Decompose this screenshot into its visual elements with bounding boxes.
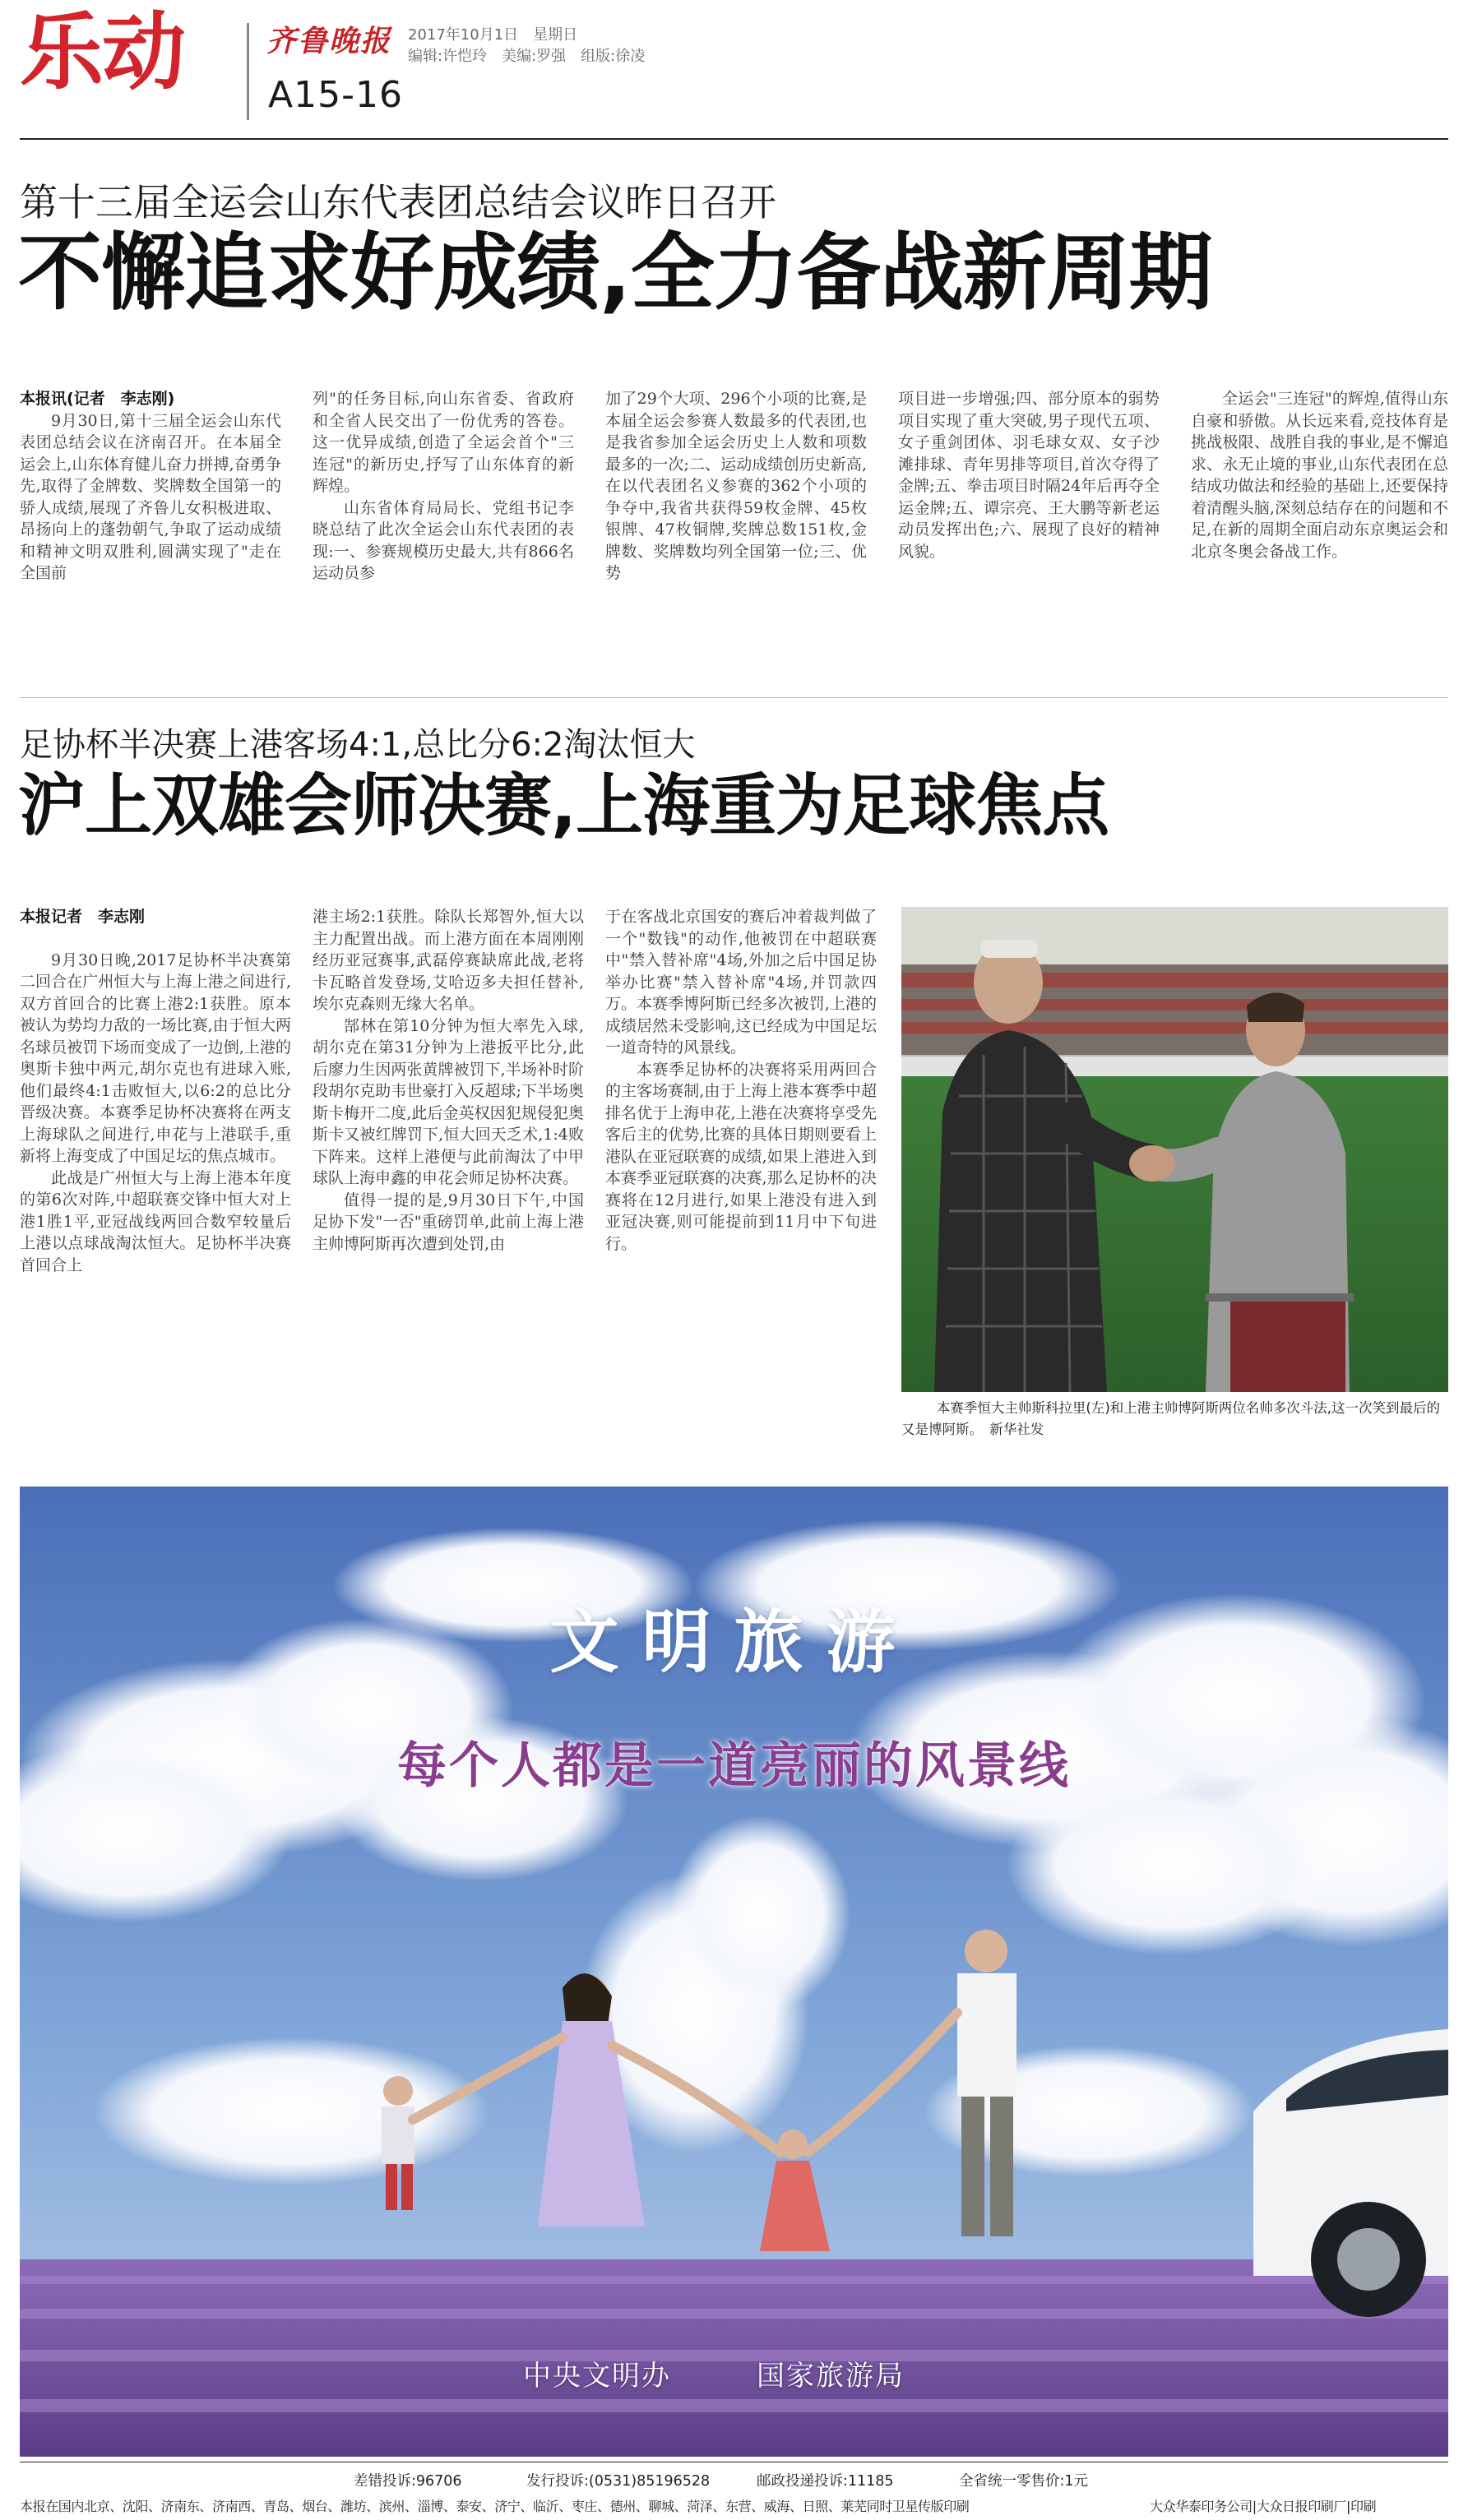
article1-column-2 [313, 388, 574, 645]
footer-printing-sites: 本报在国内北京、沈阳、济南东、济南西、青岛、烟台、潍坊、滨州、淄博、泰安、济宁、临沂、枣庄、德州、聊城、菏泽、东营、威海、日照、莱芜同时卫星传版印刷 [20, 2499, 970, 2514]
ad-sponsor-2: 国家旅游局 [757, 2360, 905, 2393]
coaches-handshake-photo [901, 907, 1448, 1392]
footer-hotline-post: 邮政投递投诉:11185 [757, 2473, 894, 2490]
masthead-rule [20, 138, 1448, 140]
article2-paragraph: 值得一提的是,9月30日下午,中国足协下发"一否"重磅罚单,此前上海上港主帅博阿斯再次遭到处罚,由 [313, 1191, 584, 1253]
article2-column-3 [605, 906, 877, 1442]
article1-kicker: 第十三届全运会山东代表团总结会议昨日召开 [20, 180, 776, 224]
issue-date: 2017年10月1日 星期日 [408, 26, 578, 44]
article1-paragraph: 全运会"三连冠"的辉煌,值得山东自豪和骄傲。从长远来看,竞技体育是挑战极限、战胜自我的事业,是不懈追求、永无止境的事业,山东代表团在总结成功做法和经验的基础上,还要保持着清醒头脑,深刻总结存在的问题和不足,在新的周期全面启动东京奥运会和北京冬奥会备战工作。 [1191, 390, 1448, 561]
newspaper-logo: 齐鲁晚报 [266, 24, 392, 58]
ad-sponsor-1: 中央文明办 [523, 2360, 671, 2393]
article2-paragraph: 于在客战北京国安的赛后冲着裁判做了一个"数钱"的动作,他被罚在中超联赛中"禁入替补席"4场,外加之后中国足协举办比赛"禁入替补席"4场,并罚款四万。本赛季博阿斯已经多次被罚,上港的成绩居然未受影响,这已经成为中国足坛一道奇特的风景线。 [605, 908, 877, 1057]
article2-paragraph: 本赛季足协杯的决赛将采用两回合的主客场赛制,由于上海上港本赛季中超排名优于上海申花,上港在决赛将享受先客后主的优势,比赛的具体日期则要看上港队在亚冠联赛的成绩,如果上港进入到本赛季亚冠联赛的决赛,那么足协杯的决赛将在12月进行,如果上港没有进入到亚冠决赛,则可能提前到11月中下旬进行。 [605, 1060, 877, 1253]
article1-column-3 [605, 388, 867, 645]
footer-printer: 大众华泰印务公司|大众日报印刷厂|印刷 [1150, 2499, 1377, 2514]
article1-paragraph: 9月30日,第十三届全运会山东代表团总结会议在济南召开。在本届全运会上,山东体育健儿奋力拼搏,奋勇争先,取得了金牌数、奖牌数全国第一的骄人成绩,展现了齐鲁儿女积极进取、昂扬向上的蓬勃朝气,争取了运动成绩和精神文明双胜利,圆满实现了"走在全国前 [20, 411, 281, 582]
article1-headline: 不懈追求好成绩,全力备战新周期 [18, 224, 1212, 322]
article1-paragraph: 列"的任务目标,向山东省委、省政府和全省人民交出了一份优秀的答卷。这一优异成绩,创造了全运会首个"三连冠"的新历史,抒写了山东体育的新辉煌。 [313, 390, 574, 495]
article1-paragraph: 加了29个大项、296个小项的比赛,是本届全运会参赛人数最多的代表团,也是我省参加全运会历史上人数和项数最多的一次;二、运动成绩创历史新高,在以代表团名义参赛的362个小项的争夺中,我省共获得59枚金牌、45枚银牌、47枚铜牌,奖牌总数151枚,金牌数、奖牌数均列全国第一位;三、优势 [605, 390, 867, 582]
section-title: 乐动 [20, 4, 184, 102]
article1-byline: 本报讯(记者 李志刚) [20, 390, 175, 408]
masthead-divider [247, 23, 249, 120]
ad-slogan: 每个人都是一道亮丽的风景线 [397, 1737, 1071, 1795]
ad-title: 文明旅游 [549, 1601, 919, 1682]
editor-credits: 编辑:许恺玲 美编:罗强 组版:徐凌 [408, 48, 646, 65]
article2-column-1 [20, 906, 291, 1442]
article1-column-1 [20, 388, 281, 645]
section-divider [20, 697, 1448, 698]
article2-paragraph: 港主场2:1获胜。除队长郑智外,恒大以主力配置出战。而上港方面在本周刚刚经历亚冠赛事,武磊停赛缺席此战,老将卡瓦略首发登场,艾哈迈多夫担任替补,埃尔克森则无缘大名单。 [313, 908, 584, 1013]
article2-column-2 [313, 906, 584, 1442]
photo-caption: 本赛季恒大主帅斯科拉里(左)和上港主帅博阿斯两位名帅多次斗法,这一次笑到最后的又是博阿斯。 新华社发 [901, 1400, 1441, 1437]
footer-hotline-delivery: 发行投诉:(0531)85196528 [526, 2473, 711, 2490]
article2-paragraph: 此战是广州恒大与上海上港本年度的第6次对阵,中超联赛交锋中恒大对上港1胜1平,亚冠战线两回合数窄较量后上港以点球战淘汰恒大。足协杯半决赛首回合上 [20, 1168, 291, 1274]
article2-kicker: 足协杯半决赛上港客场4:1,总比分6:2淘汰恒大 [20, 726, 696, 764]
article2-paragraph: 郜林在第10分钟为恒大率先入球,胡尔克在第31分钟为上港扳平比分,此后廖力生因两张黄牌被罚下,半场补时阶段胡尔克助韦世豪打入反超球;下半场奥斯卡梅开二度,此后金英权因犯规侵犯奥斯卡又被红牌罚下,恒大回天乏术,1:4败下阵来。这样上港便与此前淘汰了中甲球队上海申鑫的申花会师足协杯决赛。 [313, 1016, 584, 1187]
article2-paragraph: 9月30日晚,2017足协杯半决赛第二回合在广州恒大与上海上港之间进行,双方首回合的比赛上港2:1获胜。原本被认为势均力敌的一场比赛,由于恒大两名球员被罚下场而变成了一边倒,上港的奥斯卡独中两元,胡尔克也有进球入账,他们最终4:1击败恒大,以6:2的总比分晋级决赛。本赛季足协杯决赛将在两支上海球队之间进行,申花与上港联手,重新将上海变成了中国足坛的焦点城市。 [20, 950, 291, 1165]
article1-paragraph: 项目进一步增强;四、部分原本的弱势项目实现了重大突破,男子现代五项、女子重剑团体、羽毛球女双、女子沙滩排球、青年男排等项目,首次夺得了金牌;五、拳击项目时隔24年后再夺全运金牌;五、谭宗亮、王大鹏等新老运动员发挥出色;六、展现了良好的精神风貌。 [898, 390, 1160, 561]
page-number: A15-16 [268, 74, 403, 116]
article2-headline: 沪上双雄会师决赛,上海重为足球焦点 [18, 767, 1109, 845]
news-photo [901, 907, 1448, 1392]
footer-hotline-errors: 差错投诉:96706 [354, 2473, 462, 2490]
article1-paragraph: 山东省体育局局长、党组书记李晓总结了此次全运会山东代表团的表现:一、参赛规模历史最大,共有866名运动员参 [313, 498, 574, 582]
article1-column-4 [898, 388, 1160, 645]
article2-byline: 本报记者 李志刚 [20, 908, 146, 926]
footer-price: 全省统一零售价:1元 [959, 2473, 1089, 2490]
article1-column-5 [1191, 388, 1448, 645]
